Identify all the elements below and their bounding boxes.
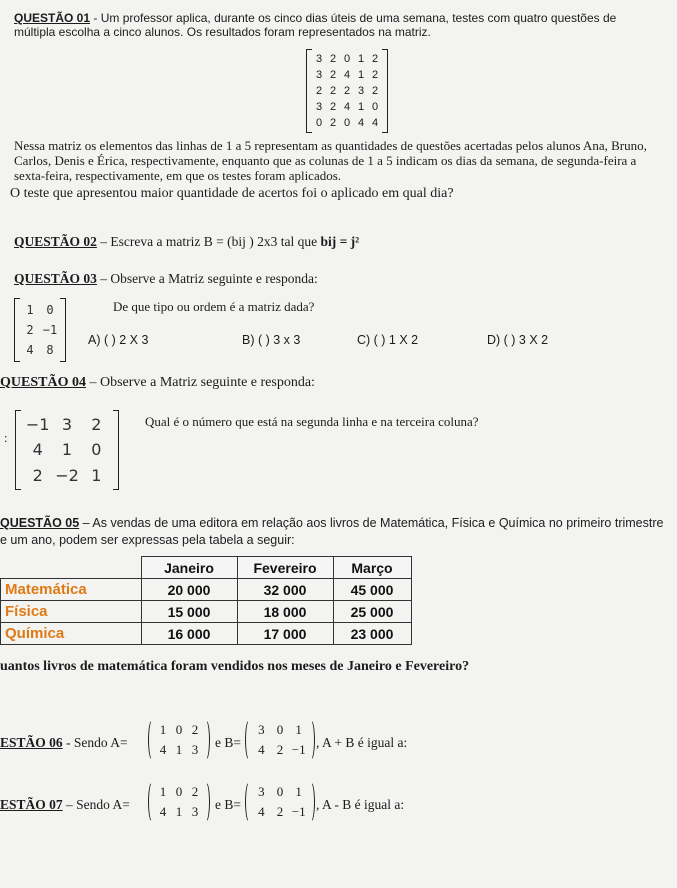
- matrix-cell: 4: [32, 440, 43, 460]
- q1-line3: Nessa matriz os elementos das linhas de 1 a 5 representam as quantidades de questões acertadas pelos alunos Ana, Bruno,: [14, 138, 647, 153]
- row-label: Física: [1, 601, 142, 623]
- matrix-cell: 4: [371, 117, 379, 129]
- matrix-cell: 1: [295, 722, 302, 737]
- row-label: Matemática: [1, 579, 142, 601]
- q3-question: De que tipo ou ordem é a matriz dada?: [113, 299, 315, 314]
- q5-question: uantos livros de matemática foram vendidos nos meses de Janeiro e Fevereiro?: [0, 659, 470, 674]
- matrix-cell: 0: [371, 101, 379, 113]
- q5-title: QUESTÃO 05: [0, 516, 80, 530]
- matrix-cell: 4: [159, 742, 167, 757]
- matrix-cell: −2: [55, 465, 79, 485]
- matrix-cell: 2: [276, 742, 284, 757]
- matrix-cell: 3: [191, 804, 199, 819]
- matrix-cell: 2: [91, 415, 102, 434]
- q1-question: O teste que apresentou maior quantidade de acertos foi o aplicado em qual dia?: [10, 186, 454, 201]
- matrix-cell: 2: [371, 53, 379, 65]
- matrix-cell: 2: [191, 784, 199, 799]
- q3-option-a[interactable]: A) ( ) 2 X 3: [88, 333, 149, 347]
- q3-line: QUESTÃO 03 – Observe a Matriz seguinte e responda:: [14, 271, 318, 286]
- matrix-cell: 2: [329, 69, 337, 81]
- matrix-cell: 2: [32, 465, 43, 485]
- matrix-cell: 3: [258, 722, 265, 737]
- matrix-cell: −1: [25, 415, 50, 434]
- matrix-cell: 3: [258, 784, 265, 799]
- q7-title: ESTÃO 07: [0, 797, 63, 812]
- table-row: Química 16 000 17 000 23 000: [1, 623, 412, 645]
- q7-matrix-b: [245, 781, 315, 823]
- matrix-cell: 0: [315, 117, 323, 129]
- matrix-cell: 1: [175, 742, 183, 757]
- table-row: Física 15 000 18 000 25 000: [1, 601, 412, 623]
- matrix-cell: 2: [371, 85, 379, 97]
- matrix-cell: 4: [26, 343, 34, 357]
- matrix-cell: 2: [343, 85, 351, 97]
- q1-line4: Carlos, Denis e Érica, respectivamente, enquanto que as colunas de 1 a 5 indicam os dias da semana, de segunda-feira a: [14, 153, 637, 168]
- q4-matrix: [15, 410, 119, 490]
- q3-matrix: [14, 298, 66, 362]
- matrix-cell: 2: [191, 722, 199, 737]
- matrix-cell: 3: [191, 742, 199, 757]
- q7-mid: e B=: [215, 797, 241, 812]
- header-marco: Março: [333, 557, 411, 579]
- matrix-cell: −1: [42, 323, 58, 337]
- matrix-cell: 0: [91, 440, 102, 460]
- q5-line2: e um ano, podem ser expressas pela tabela a seguir:: [0, 533, 295, 547]
- matrix-cell: 4: [159, 804, 167, 819]
- matrix-cell: 0: [175, 784, 183, 799]
- matrix-cell: 1: [295, 784, 302, 799]
- matrix-cell: 2: [276, 804, 284, 819]
- q4-colon: :: [4, 430, 8, 445]
- matrix-cell: 1: [357, 69, 365, 81]
- matrix-cell: 2: [329, 53, 337, 65]
- matrix-cell: 3: [357, 85, 365, 97]
- matrix-cell: 0: [276, 784, 284, 799]
- matrix-cell: 3: [315, 101, 323, 113]
- matrix-cell: 2: [329, 117, 337, 129]
- q1-line5: sexta-feira, respectivamente, em que os testes foram aplicados.: [14, 168, 342, 183]
- sales-table: [0, 556, 412, 645]
- q1-line1: QUESTÃO 01 - Um professor aplica, durante os cinco dias úteis de uma semana, testes com quatro questões de: [14, 11, 617, 25]
- q6-mid: e B=: [215, 735, 241, 750]
- matrix-cell: 3: [315, 53, 323, 65]
- matrix-cell: 0: [343, 53, 351, 65]
- q4-line: QUESTÃO 04 – Observe a Matriz seguinte e responda:: [0, 375, 315, 390]
- matrix-cell: 1: [159, 784, 167, 799]
- q1-line2: múltipla escolha a cinco alunos. Os resultados foram representados na matriz.: [14, 25, 431, 39]
- q3-option-b[interactable]: B) ( ) 3 x 3: [242, 333, 301, 347]
- matrix-cell: 4: [357, 117, 365, 129]
- matrix-cell: 1: [357, 101, 365, 113]
- matrix-cell: 1: [175, 804, 183, 819]
- q6-matrix-b: [245, 719, 315, 761]
- q7-end: , A - B é igual a:: [316, 797, 405, 812]
- q1-title: QUESTÃO 01: [14, 11, 91, 25]
- header-fevereiro: Fevereiro: [237, 557, 333, 579]
- q6-matrix-a: [148, 719, 210, 761]
- matrix-cell: −1: [291, 742, 306, 757]
- matrix-cell: 4: [258, 742, 265, 757]
- table-row: Matemática 20 000 32 000 45 000: [1, 579, 412, 601]
- matrix-cell: 2: [329, 85, 337, 97]
- matrix-cell: 4: [343, 69, 351, 81]
- q6-title: ESTÃO 06: [0, 735, 63, 750]
- matrix-cell: 3: [315, 69, 323, 81]
- q4-question: Qual é o número que está na segunda linha e na terceira coluna?: [145, 414, 479, 429]
- matrix-cell: 2: [329, 101, 337, 113]
- q3-option-d[interactable]: D) ( ) 3 X 2: [487, 333, 549, 347]
- matrix-cell: 1: [357, 53, 365, 65]
- matrix-cell: 1: [26, 303, 34, 317]
- q6-end: , A + B é igual a:: [316, 735, 408, 750]
- matrix-cell: 0: [175, 722, 183, 737]
- matrix-cell: 3: [61, 415, 73, 434]
- matrix-cell: 1: [91, 465, 102, 485]
- matrix-cell: 2: [26, 323, 34, 337]
- matrix-cell: 4: [343, 101, 351, 113]
- q3-title: QUESTÃO 03: [14, 271, 97, 286]
- matrix-cell: 0: [276, 722, 284, 737]
- matrix-cell: 0: [46, 303, 54, 317]
- matrix-cell: 2: [315, 85, 323, 97]
- q2-formula: bij = j²: [320, 234, 360, 249]
- header-janeiro: Janeiro: [141, 557, 237, 579]
- matrix-cell: 2: [371, 69, 379, 81]
- q6-line: ESTÃO 06 - Sendo A=: [0, 735, 128, 750]
- q5-line: QUESTÃO 05 – As vendas de uma editora em relação aos livros de Matemática, Física e Química no primeiro trimestre: [0, 516, 664, 530]
- q7-line: ESTÃO 07 – Sendo A=: [0, 797, 130, 812]
- matrix-cell: 8: [46, 343, 54, 357]
- q2-line: QUESTÃO 02 – Escreva a matriz B = (bij ) 2x3 tal que bij = j²: [14, 234, 360, 249]
- matrix-cell: 1: [159, 722, 167, 737]
- matrix-cell: 4: [258, 804, 265, 819]
- q7-matrix-a: [148, 781, 210, 823]
- matrix-cell: −1: [291, 804, 306, 819]
- q2-title: QUESTÃO 02: [14, 234, 97, 249]
- row-label: Química: [1, 623, 142, 645]
- table-header-row: [1, 557, 412, 579]
- matrix-cell: 0: [343, 117, 351, 129]
- q3-option-c[interactable]: C) ( ) 1 X 2: [357, 333, 419, 347]
- matrix-cell: 1: [61, 440, 73, 460]
- q4-title: QUESTÃO 04: [0, 375, 86, 390]
- q1-matrix: [306, 49, 388, 133]
